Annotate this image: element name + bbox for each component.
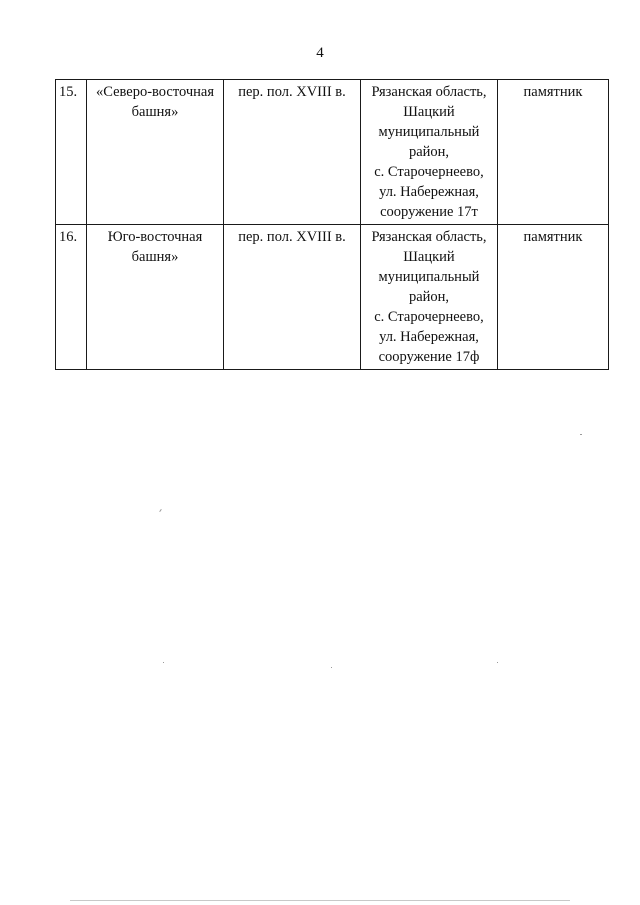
address-line: Рязанская область, — [371, 229, 487, 245]
address-line: район, — [408, 289, 450, 305]
object-name-line: башня» — [131, 249, 179, 265]
address-line: с. Старочернеево, — [374, 164, 484, 180]
object-type-cell: памятник — [498, 225, 609, 370]
address-line: муниципальный — [378, 269, 480, 285]
object-type-cell: памятник — [498, 80, 609, 225]
dating-cell: пер. пол. XVIII в. — [224, 225, 361, 370]
address-line: ул. Набережная, — [379, 329, 479, 345]
address-cell — [361, 80, 498, 225]
scan-speck — [580, 434, 582, 435]
scan-speck — [163, 662, 164, 663]
object-name-cell — [87, 80, 224, 225]
address-line: Шацкий — [403, 249, 455, 265]
row-number-cell: 15. — [56, 80, 87, 225]
heritage-registry-table — [55, 79, 609, 370]
address-line: сооружение 17т — [380, 204, 478, 220]
address-line: с. Старочернеево, — [374, 309, 484, 325]
scan-speck — [331, 667, 332, 668]
scan-bottom-edge — [70, 900, 570, 901]
address-line: муниципальный — [378, 124, 480, 140]
address-line: Рязанская область, — [371, 84, 487, 100]
scan-speck — [497, 662, 498, 663]
object-name-line: Юго-восточная — [107, 229, 203, 245]
table-row — [56, 225, 609, 370]
page-number: 4 — [316, 45, 324, 61]
address-line: Шацкий — [403, 104, 455, 120]
address-cell — [361, 225, 498, 370]
object-name-line: «Северо-восточная — [95, 84, 215, 100]
row-number-cell: 16. — [56, 225, 87, 370]
scan-speck — [159, 509, 162, 512]
address-line: сооружение 17ф — [378, 349, 480, 365]
address-line: район, — [408, 144, 450, 160]
table-row — [56, 80, 609, 225]
dating-cell: пер. пол. XVIII в. — [224, 80, 361, 225]
object-name-line: башня» — [131, 104, 179, 120]
address-line: ул. Набережная, — [379, 184, 479, 200]
object-name-cell — [87, 225, 224, 370]
